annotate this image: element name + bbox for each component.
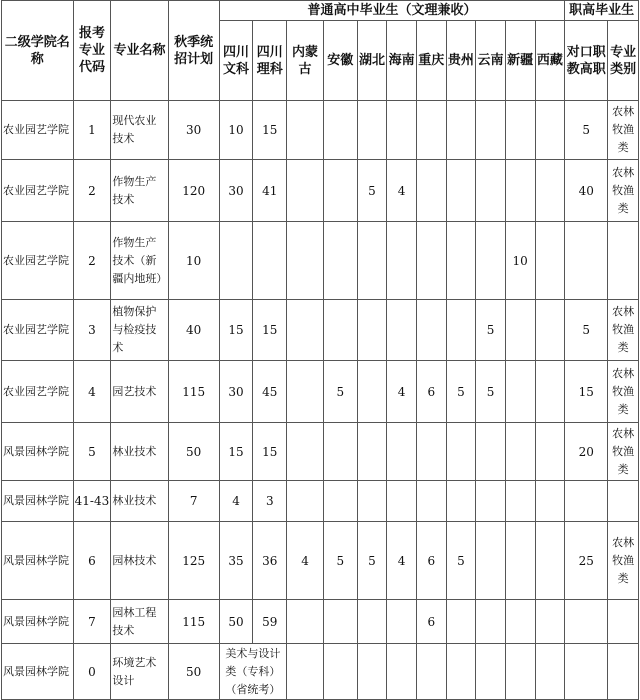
college-cell: 风景园林学院	[2, 600, 74, 644]
quota-cell: 59	[253, 600, 287, 644]
quota-cell	[357, 481, 387, 522]
major-cell: 林业技术	[111, 423, 168, 481]
quota-cell	[416, 481, 446, 522]
code-cell: 4	[73, 361, 111, 423]
table-row	[2, 101, 639, 160]
plan-cell: 115	[168, 600, 219, 644]
quota-cell	[505, 423, 535, 481]
plan-cell: 115	[168, 361, 219, 423]
quota-cell	[535, 522, 565, 600]
major-cell: 现代农业技术	[111, 101, 168, 160]
quota-cell: 4	[219, 481, 253, 522]
quota-cell	[387, 222, 417, 300]
quota-cell	[416, 101, 446, 160]
header-province: 四川理科	[253, 21, 287, 101]
quota-cell	[323, 222, 357, 300]
header-code: 报考专业代码	[73, 1, 111, 101]
quota-cell	[357, 644, 387, 700]
quota-cell	[387, 600, 417, 644]
quota-cell	[357, 361, 387, 423]
quota-cell: 10	[219, 101, 253, 160]
quota-cell	[476, 481, 506, 522]
college-cell: 风景园林学院	[2, 522, 74, 600]
quota-cell	[535, 160, 565, 222]
code-cell: 5	[73, 423, 111, 481]
header-province: 安徽	[323, 21, 357, 101]
quota-cell	[535, 101, 565, 160]
code-cell: 2	[73, 222, 111, 300]
quota-cell	[476, 423, 506, 481]
table-row	[2, 600, 639, 644]
quota-cell	[387, 481, 417, 522]
plan-cell: 10	[168, 222, 219, 300]
college-cell: 农业园艺学院	[2, 361, 74, 423]
quota-cell: 15	[253, 423, 287, 481]
quota-cell: 4	[387, 361, 417, 423]
quota-cell	[446, 222, 476, 300]
quota-cell: 5	[357, 160, 387, 222]
quota-cell	[446, 160, 476, 222]
quota-cell: 35	[219, 522, 253, 600]
quota-cell	[416, 222, 446, 300]
quota-cell	[287, 300, 324, 361]
major-cell: 林业技术	[111, 481, 168, 522]
quota-cell: 5	[446, 522, 476, 600]
quota-cell	[287, 160, 324, 222]
quota-cell	[323, 600, 357, 644]
quota-cell: 6	[416, 522, 446, 600]
quota-cell: 5	[323, 522, 357, 600]
quota-cell	[387, 644, 417, 700]
header-major: 专业名称	[111, 1, 168, 101]
quota-cell: 4	[387, 522, 417, 600]
college-cell: 农业园艺学院	[2, 300, 74, 361]
quota-cell: 15	[253, 101, 287, 160]
quota-cell: 4	[387, 160, 417, 222]
category-cell	[608, 222, 639, 300]
vocational-cell: 25	[565, 522, 608, 600]
major-cell: 作物生产技术	[111, 160, 168, 222]
quota-cell: 45	[253, 361, 287, 423]
header-province: 内蒙古	[287, 21, 324, 101]
quota-cell	[323, 300, 357, 361]
quota-cell	[505, 361, 535, 423]
vocational-cell	[565, 600, 608, 644]
quota-cell	[505, 600, 535, 644]
quota-cell	[535, 644, 565, 700]
table-row	[2, 423, 639, 481]
quota-cell	[357, 222, 387, 300]
category-cell: 农林牧渔类	[608, 101, 639, 160]
quota-cell	[357, 423, 387, 481]
category-cell	[608, 644, 639, 700]
quota-cell	[535, 361, 565, 423]
category-cell: 农林牧渔类	[608, 361, 639, 423]
quota-cell: 50	[219, 600, 253, 644]
header-plan: 秋季统招计划	[168, 1, 219, 101]
quota-cell: 15	[253, 300, 287, 361]
header-province: 重庆	[416, 21, 446, 101]
quota-cell	[476, 644, 506, 700]
quota-cell: 5	[357, 522, 387, 600]
quota-cell: 4	[287, 522, 324, 600]
code-cell: 7	[73, 600, 111, 644]
vocational-cell	[565, 481, 608, 522]
quota-cell	[505, 522, 535, 600]
table-row	[2, 644, 639, 700]
header-province: 湖北	[357, 21, 387, 101]
quota-cell	[323, 644, 357, 700]
quota-cell	[253, 222, 287, 300]
major-cell: 环境艺术设计	[111, 644, 168, 700]
major-cell: 植物保护与检疫技术	[111, 300, 168, 361]
quota-cell: 36	[253, 522, 287, 600]
table-row	[2, 300, 639, 361]
college-cell: 农业园艺学院	[2, 160, 74, 222]
quota-cell: 15	[219, 423, 253, 481]
quota-cell	[446, 423, 476, 481]
quota-cell: 15	[219, 300, 253, 361]
quota-cell: 5	[476, 300, 506, 361]
enrollment-plan-table	[1, 0, 639, 700]
quota-cell	[357, 300, 387, 361]
header-province: 四川文科	[219, 21, 253, 101]
quota-cell	[287, 222, 324, 300]
plan-cell: 30	[168, 101, 219, 160]
quota-cell	[416, 644, 446, 700]
header-category: 专业类别	[608, 21, 639, 101]
quota-cell	[535, 600, 565, 644]
table-row	[2, 522, 639, 600]
quota-cell	[387, 101, 417, 160]
code-cell: 0	[73, 644, 111, 700]
quota-cell	[535, 481, 565, 522]
quota-cell	[446, 644, 476, 700]
code-cell: 41-43	[73, 481, 111, 522]
college-cell: 风景园林学院	[2, 423, 74, 481]
quota-cell: 5	[323, 361, 357, 423]
header-province: 海南	[387, 21, 417, 101]
quota-cell	[416, 160, 446, 222]
quota-cell	[446, 101, 476, 160]
code-cell: 2	[73, 160, 111, 222]
art-design-note: 美术与设计类（专科）（省统考）	[219, 644, 286, 700]
quota-cell: 5	[446, 361, 476, 423]
major-cell: 作物生产技术（新疆内地班）	[111, 222, 168, 300]
quota-cell: 5	[476, 361, 506, 423]
quota-cell	[387, 300, 417, 361]
quota-cell	[446, 300, 476, 361]
quota-cell	[387, 423, 417, 481]
plan-cell: 125	[168, 522, 219, 600]
quota-cell	[323, 101, 357, 160]
vocational-cell	[565, 644, 608, 700]
quota-cell	[476, 222, 506, 300]
plan-cell: 120	[168, 160, 219, 222]
quota-cell	[323, 423, 357, 481]
quota-cell: 3	[253, 481, 287, 522]
quota-cell	[505, 481, 535, 522]
college-cell: 风景园林学院	[2, 481, 74, 522]
table-row	[2, 222, 639, 300]
quota-cell	[535, 222, 565, 300]
quota-cell: 30	[219, 160, 253, 222]
quota-cell	[287, 423, 324, 481]
category-cell	[608, 600, 639, 644]
quota-cell	[476, 101, 506, 160]
vocational-cell: 15	[565, 361, 608, 423]
college-cell: 农业园艺学院	[2, 222, 74, 300]
quota-cell	[287, 644, 324, 700]
header-province: 新疆	[505, 21, 535, 101]
quota-cell	[287, 481, 324, 522]
vocational-cell	[565, 222, 608, 300]
header-college: 二级学院名称	[2, 1, 74, 101]
quota-cell	[357, 600, 387, 644]
quota-cell	[476, 160, 506, 222]
quota-cell: 6	[416, 600, 446, 644]
header-general-group: 普通高中毕业生（文理兼收）	[219, 1, 565, 21]
quota-cell: 10	[505, 222, 535, 300]
quota-cell	[323, 160, 357, 222]
quota-cell	[476, 600, 506, 644]
quota-cell	[416, 423, 446, 481]
vocational-cell: 5	[565, 101, 608, 160]
quota-cell	[446, 481, 476, 522]
quota-cell	[505, 160, 535, 222]
major-cell: 园林技术	[111, 522, 168, 600]
code-cell: 1	[73, 101, 111, 160]
quota-cell	[287, 361, 324, 423]
vocational-cell: 40	[565, 160, 608, 222]
quota-cell	[219, 222, 253, 300]
quota-cell	[505, 644, 535, 700]
major-cell: 园林工程技术	[111, 600, 168, 644]
header-vocational-sub: 对口职教高职	[565, 21, 608, 101]
quota-cell: 41	[253, 160, 287, 222]
quota-cell	[505, 101, 535, 160]
plan-cell: 7	[168, 481, 219, 522]
quota-cell	[416, 300, 446, 361]
code-cell: 3	[73, 300, 111, 361]
category-cell: 农林牧渔类	[608, 522, 639, 600]
quota-cell	[446, 600, 476, 644]
code-cell: 6	[73, 522, 111, 600]
quota-cell	[535, 300, 565, 361]
header-province: 贵州	[446, 21, 476, 101]
major-cell: 园艺技术	[111, 361, 168, 423]
quota-cell	[357, 101, 387, 160]
vocational-cell: 20	[565, 423, 608, 481]
quota-cell	[476, 522, 506, 600]
header-province: 云南	[476, 21, 506, 101]
quota-cell	[323, 481, 357, 522]
category-cell: 农林牧渔类	[608, 160, 639, 222]
vocational-cell: 5	[565, 300, 608, 361]
category-cell	[608, 481, 639, 522]
college-cell: 风景园林学院	[2, 644, 74, 700]
college-cell: 农业园艺学院	[2, 101, 74, 160]
table-row	[2, 481, 639, 522]
table-row	[2, 361, 639, 423]
plan-cell: 40	[168, 300, 219, 361]
quota-cell	[287, 600, 324, 644]
header-province: 西藏	[535, 21, 565, 101]
category-cell: 农林牧渔类	[608, 300, 639, 361]
plan-cell: 50	[168, 644, 219, 700]
category-cell: 农林牧渔类	[608, 423, 639, 481]
header-vocational-group: 职高毕业生	[565, 1, 639, 21]
quota-cell	[287, 101, 324, 160]
quota-cell	[535, 423, 565, 481]
quota-cell	[505, 300, 535, 361]
table-row	[2, 160, 639, 222]
plan-cell: 50	[168, 423, 219, 481]
quota-cell: 6	[416, 361, 446, 423]
quota-cell: 30	[219, 361, 253, 423]
